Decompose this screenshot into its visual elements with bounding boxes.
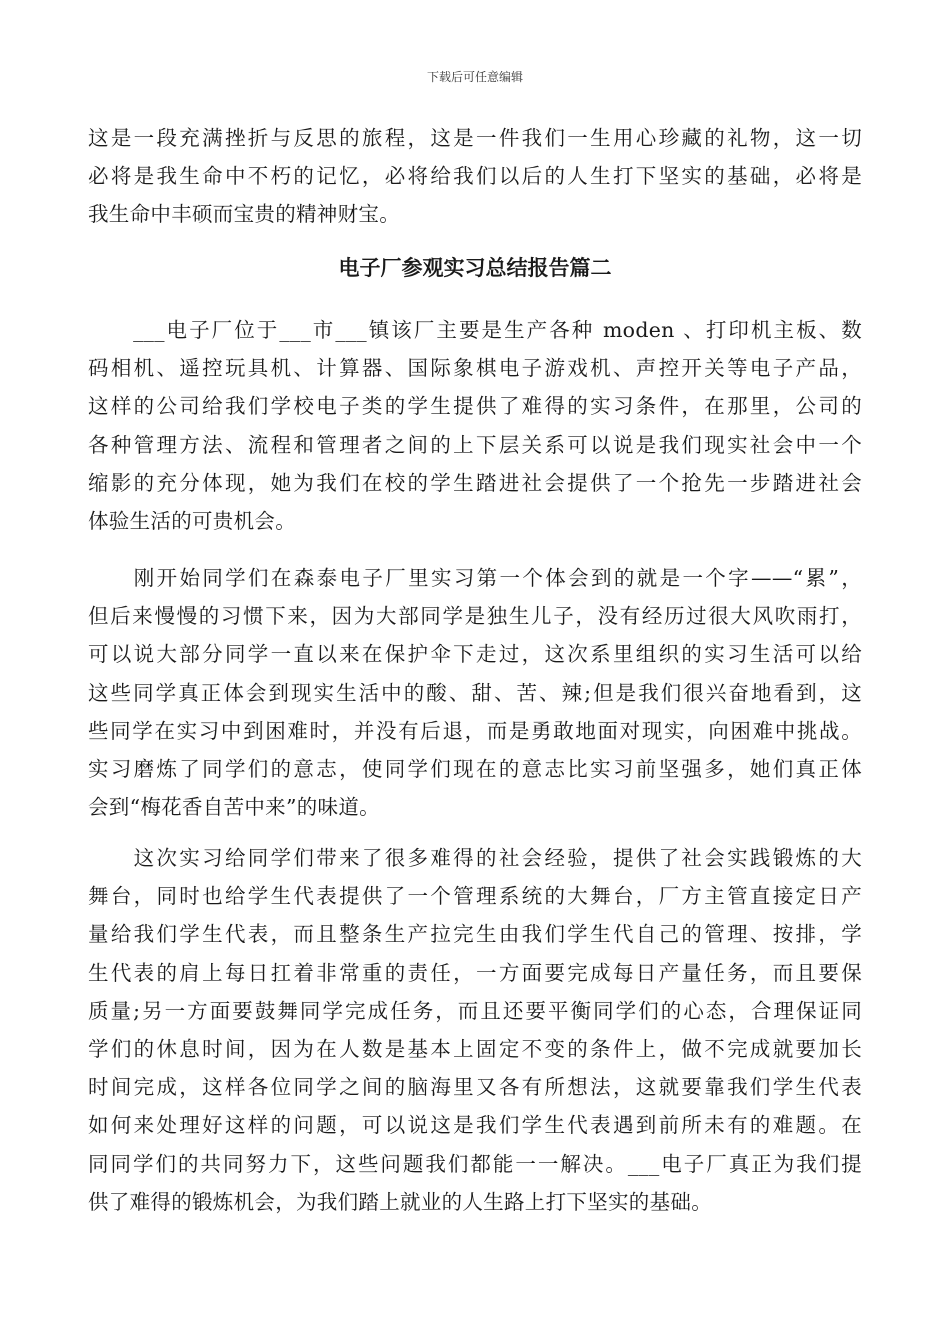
- text-line: 生代表的肩上每日扛着非常重的责任，一方面要完成每日产量任务，而且要保: [88, 960, 862, 985]
- text-line: 必将是我生命中不朽的记忆，必将给我们以后的人生打下坚实的基础，必将是: [88, 164, 862, 189]
- text-line: 可以说大部分同学一直以来在保护伞下走过，这次系里组织的实习生活可以给: [88, 642, 862, 667]
- section-title: 电子厂参观实习总结报告篇二: [338, 256, 612, 280]
- text-line: 码相机、遥控玩具机、计算器、国际象棋电子游戏机、声控开关等电子产品，: [88, 356, 862, 381]
- text-line: 量给我们学生代表，而且整条生产拉完生由我们学生代自己的管理、按排，学: [88, 922, 862, 947]
- text-line: 质量;另一方面要鼓舞同学完成任务，而且还要平衡同学们的心态，合理保证同: [88, 998, 862, 1023]
- page-header: 下载后可任意编辑: [426, 70, 523, 84]
- text-line: 如何来处理好这样的问题，可以说这是我们学生代表遇到前所未有的难题。在: [88, 1113, 862, 1138]
- text-line: 我生命中丰硕而宝贵的精神财宝。: [88, 202, 400, 227]
- text-line: 实习磨炼了同学们的意志，使同学们现在的意志比实习前坚强多，她们真正体: [88, 756, 862, 781]
- paragraph-1: [88, 311, 862, 540]
- text-line: 各种管理方法、流程和管理者之间的上下层关系可以说是我们现实社会中一个: [88, 432, 862, 457]
- text-line: 会到“梅花香自苦中来”的味道。: [88, 795, 380, 820]
- text-line: 但后来慢慢的习惯下来，因为大部同学是独生儿子，没有经历过很大风吹雨打，: [88, 604, 862, 629]
- text-line: 这些同学真正体会到现实生活中的酸、甜、苦、辣;但是我们很兴奋地看到，这: [88, 680, 862, 705]
- text-line: 体验生活的可贵机会。: [88, 508, 296, 533]
- text-line: 些同学在实习中到困难时，并没有后退，而是勇敢地面对现实，向困难中挑战。: [88, 718, 862, 743]
- text-line: 这是一段充满挫折与反思的旅程，这是一件我们一生用心珍藏的礼物，这一切: [88, 126, 862, 150]
- intro-paragraph: [88, 119, 862, 234]
- text-line: 学们的休息时间，因为在人数是基本上固定不变的条件上，做不完成就要加长: [88, 1036, 862, 1061]
- text-line: 舞台，同时也给学生代表提供了一个管理系统的大舞台，厂方主管直接定日产: [88, 884, 862, 909]
- text-line: 时间完成，这样各位同学之间的脑海里又各有所想法，这就要靠我们学生代表: [88, 1075, 862, 1100]
- text-line: ___电子厂位于___市___镇该厂主要是生产各种 moden 、打印机主板、数: [88, 318, 862, 342]
- paragraph-3: [88, 839, 862, 1221]
- text-line: 刚开始同学们在森泰电子厂里实习第一个体会到的就是一个字——“累”，: [88, 566, 862, 590]
- text-line: 供了难得的锻炼机会，为我们踏上就业的人生路上打下坚实的基础。: [88, 1189, 712, 1214]
- paragraph-2: [88, 559, 862, 826]
- text-line: 这样的公司给我们学校电子类的学生提供了难得的实习条件，在那里，公司的: [88, 394, 862, 419]
- text-line: 这次实习给同学们带来了很多难得的社会经验，提供了社会实践锻炼的大: [88, 846, 862, 870]
- text-line: 缩影的充分体现，她为我们在校的学生踏进社会提供了一个抢先一步踏进社会: [88, 470, 862, 495]
- text-line: 同同学们的共同努力下，这些问题我们都能一一解决。___电子厂真正为我们提: [88, 1151, 862, 1176]
